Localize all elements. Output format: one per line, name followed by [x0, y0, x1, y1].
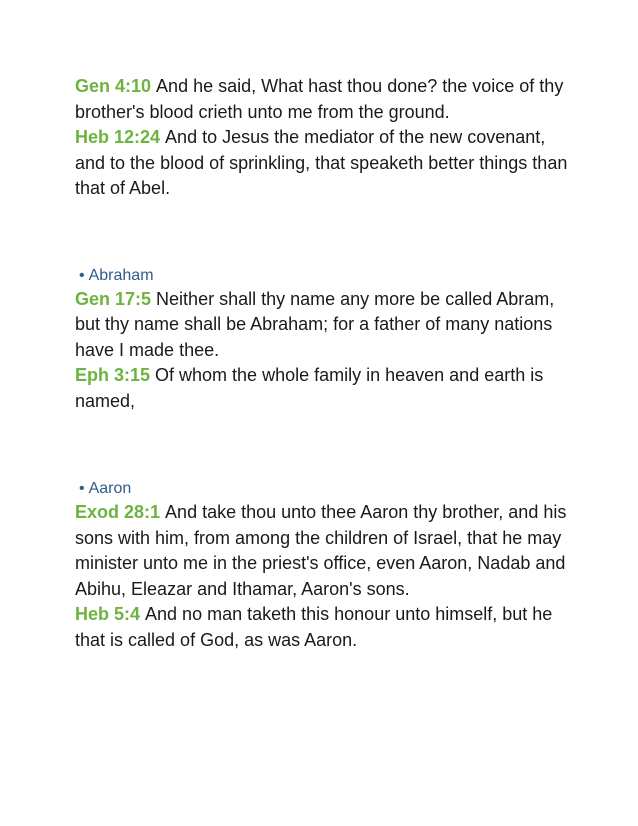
verse-text: Of whom the whole family in heaven and earth is named, [75, 365, 544, 411]
verse [75, 602, 575, 653]
verse-text: And to Jesus the mediator of the new covenant, and to the blood of sprinkling, that speaketh better things than that of Abel. [75, 127, 568, 198]
verse-reference: Heb 5:4 [75, 604, 141, 624]
section-aaron [75, 478, 575, 653]
section-spacer [75, 414, 575, 478]
verse [75, 125, 575, 202]
verse-text: And no man taketh this honour unto himself, but he that is called of God, as was Aaron. [75, 604, 553, 650]
verse-reference: Gen 17:5 [75, 288, 152, 309]
document-page [75, 74, 575, 653]
verse [75, 287, 575, 364]
verse-text: Neither shall thy name any more be called Abram, but thy name shall be Abraham; for a father of many nations have I made thee. [75, 288, 555, 360]
verse-reference: Exod 28:1 [75, 502, 161, 522]
verse [75, 74, 575, 125]
section-spacer [75, 202, 575, 265]
verse-reference: Eph 3:15 [75, 365, 151, 385]
verse [75, 500, 575, 602]
verse [75, 363, 575, 414]
bullet-icon: • [79, 266, 85, 284]
section-cain-abel [75, 74, 575, 202]
verse-reference: Gen 4:10 [75, 76, 152, 96]
section-heading-label: Abraham [88, 266, 154, 284]
section-abraham [75, 265, 575, 415]
section-heading-label: Aaron [88, 480, 132, 497]
verse-reference: Heb 12:24 [75, 127, 161, 147]
verse-text: And he said, What hast thou done? the voice of thy brother's blood crieth unto me from the ground. [75, 76, 564, 122]
section-heading [75, 478, 575, 500]
section-heading [75, 265, 575, 287]
verse-text: And take thou unto thee Aaron thy brother, and his sons with him, from among the children of Israel, that he may minister unto me in the priest's office, even Aaron, Nadab and Abihu, Eleazar and Ithamar, Aaron's sons. [75, 502, 567, 599]
bullet-icon: • [79, 480, 85, 497]
